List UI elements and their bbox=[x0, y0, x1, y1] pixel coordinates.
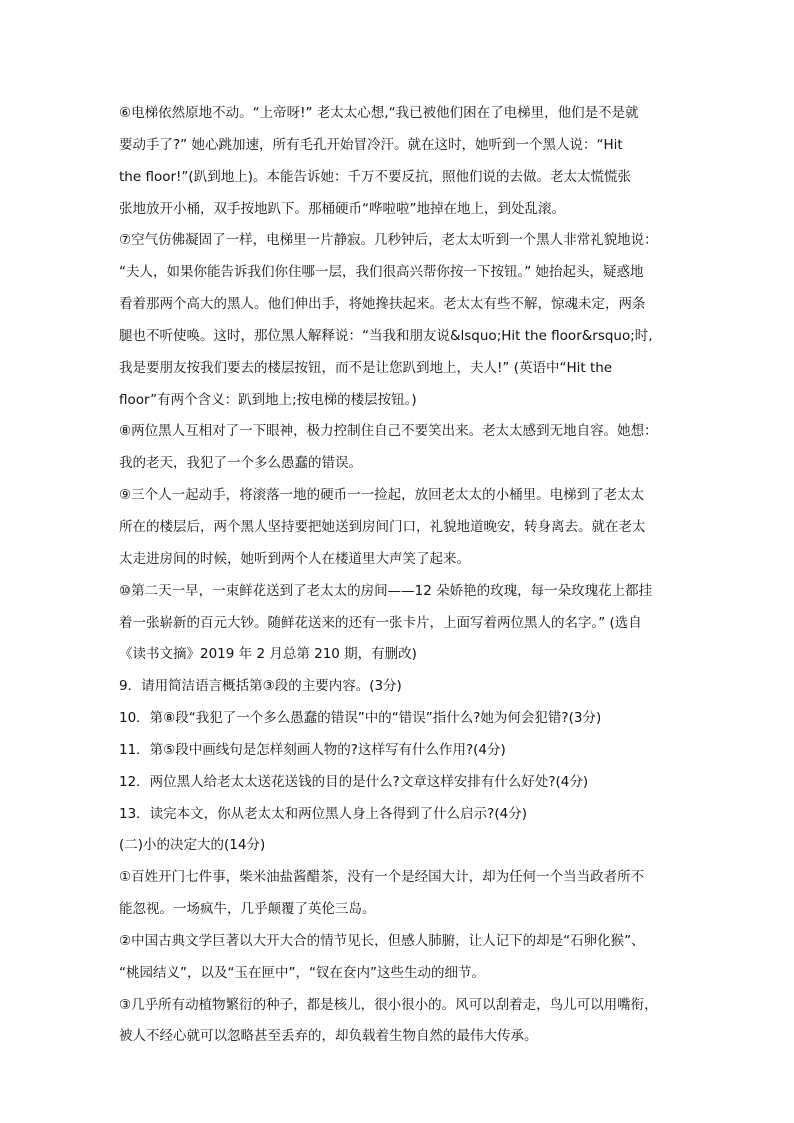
paragraph-7-line-4: 腿也不听使唤。这时，那位黑人解释说：“当我和朋友说&lsquo;Hit the floor&rsquo;时, bbox=[119, 327, 653, 344]
paragraph-7-line-5: 我是要朋友按我们要去的楼层按钮，而不是让您趴到地上，夫人!” (英语中“Hit the bbox=[119, 359, 613, 376]
passage-2-paragraph-1-line-1: ①百姓开门七件事，柴米油盐酱醋茶，没有一个是经国大计，却为任何一个当当政者所不 bbox=[119, 869, 645, 886]
question-11: 11．第⑤段中画线句是怎样刻画人物的?这样写有什么作用?(4分) bbox=[119, 741, 506, 758]
paragraph-7-line-3: 看着那两个高大的黑人。他们伸出手，将她搀扶起来。老太太有些不解，惊魂未定，两条 bbox=[119, 296, 646, 313]
paragraph-9-line-1: ⑨三个人一起动手，将滚落一地的硬币一一捡起，放回老太太的小桶里。电梯到了老太太 bbox=[119, 487, 645, 504]
passage-2-paragraph-2-line-1: ②中国古典文学巨著以大开大合的情节见长，但感人肺腑，让人记下的却是“石卵化猴”、 bbox=[119, 932, 645, 949]
section-heading: (二)小的决定大的(14分) bbox=[119, 837, 266, 854]
paragraph-7-line-2: “夫人，如果你能告诉我们你住哪一层，我们很高兴帮你按一下按钮。” 她抬起头，疑惑地 bbox=[119, 264, 644, 281]
question-13: 13．读完本文，你从老太太和两位黑人身上各得到了什么启示?(4分) bbox=[119, 805, 527, 822]
paragraph-8-line-1: ⑧两位黑人互相对了一下眼神，极力控制住自己不要笑出来。老太太感到无地自容。她想： bbox=[119, 423, 658, 440]
passage-2-paragraph-3-line-2: 被人不经心就可以忽略甚至丢弃的，却负载着生物自然的最伟大传承。 bbox=[119, 1028, 538, 1045]
paragraph-10-line-1: ⑩第二天一早，一束鲜花送到了老太太的房间——12 朵娇艳的玫瑰，每一朵玫瑰花上都挂 bbox=[119, 582, 653, 599]
source-citation: 《读书文摘》2019 年 2 月总第 210 期，有删改) bbox=[119, 646, 417, 663]
paragraph-9-line-2: 所在的楼层后，两个黑人坚持要把她送到房间门口，礼貌地道晚安，转身离去。就在老太 bbox=[119, 518, 646, 535]
paragraph-7-line-1: ⑦空气仿佛凝固了一样，电梯里一片静寂。几秒钟后，老太太听到一个黑人非常礼貌地说： bbox=[119, 232, 658, 249]
passage-2-paragraph-1-line-2: 能忽视。一场疯牛，几乎颠覆了英伦三岛。 bbox=[119, 901, 376, 918]
document-body bbox=[119, 98, 679, 1053]
paragraph-6-line-3: the floor!”(趴到地上)。本能告诉她：千万不要反抗，照他们说的去做。老太太慌慌张 bbox=[119, 168, 631, 185]
paragraph-6-line-2: 要动手了?” 她心跳加速，所有毛孔开始冒冷汗。就在这时，她听到一个黑人说：“Hit bbox=[119, 136, 623, 153]
question-12: 12．两位黑人给老太太送花送钱的目的是什么?文章这样安排有什么好处?(4分) bbox=[119, 773, 589, 790]
question-10: 10．第⑧段“我犯了一个多么愚蠢的错误”中的“错误”指什么?她为何会犯错?(3分) bbox=[119, 710, 602, 727]
passage-2-paragraph-3-line-1: ③几乎所有动植物繁衍的种子，都是核儿，很小很小的。风可以刮着走，鸟儿可以用嘴衔， bbox=[119, 996, 658, 1013]
paragraph-9-line-3: 太走进房间的时候，她听到两个人在楼道里大声笑了起来。 bbox=[119, 550, 470, 567]
paragraph-6-line-4: 张地放开小桶，双手按地趴下。那桶硬币“哗啦啦”地掉在地上，到处乱滚。 bbox=[119, 200, 565, 217]
passage-2-paragraph-2-line-2: “桃园结义”，以及“玉在匣中”，“钗在奁内”这些生动的细节。 bbox=[119, 964, 485, 981]
paragraph-7-line-6: floor”有两个含义：趴到地上;按电梯的楼层按钮。) bbox=[119, 391, 417, 408]
paragraph-10-line-2: 着一张崭新的百元大钞。随鲜花送来的还有一张卡片，上面写着两位黑人的名字。” (选自 bbox=[119, 614, 642, 631]
paragraph-8-line-2: 我的老天，我犯了一个多么愚蠢的错误。 bbox=[119, 455, 362, 472]
question-9: 9．请用简洁语言概括第③段的主要内容。(3分) bbox=[119, 678, 402, 695]
paragraph-6-line-1: ⑥电梯依然原地不动。“上帝呀!” 老太太心想,“我已被他们困在了电梯里，他们是不是就 bbox=[119, 105, 639, 121]
